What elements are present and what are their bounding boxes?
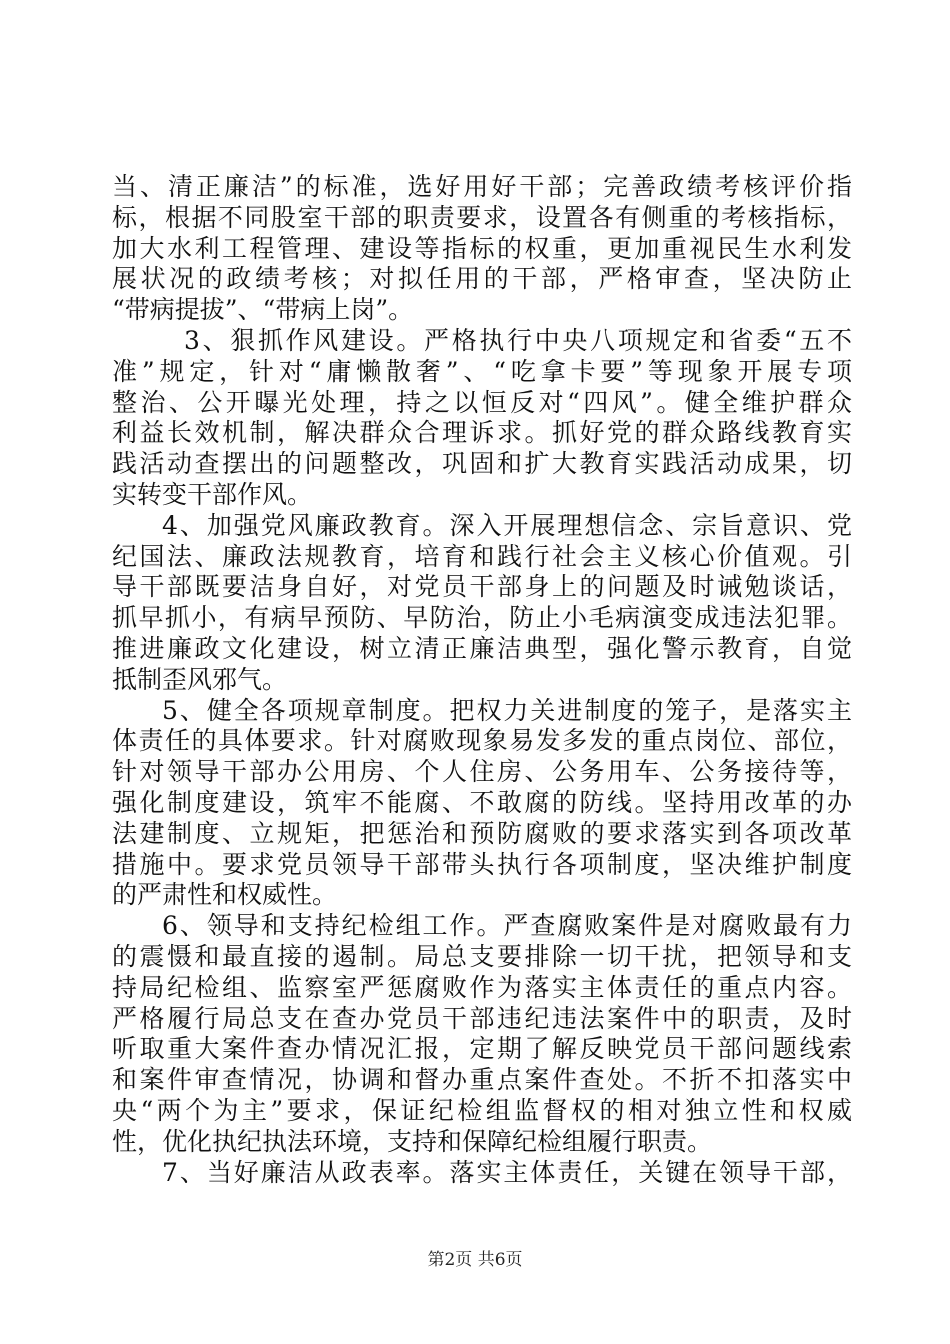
text-line: 严格履行局总支在查办党员干部违纪违法案件中的职责，及时 (112, 1003, 852, 1033)
text-line: 导干部既要洁身自好，对党员干部身上的问题及时诫勉谈话， (112, 572, 852, 602)
text-line: 的震慑和最直接的遏制。局总支要排除一切干扰，把领导和支 (112, 941, 852, 971)
text-line: 持局纪检组、监察室严惩腐败作为落实主体责任的重点内容。 (112, 972, 852, 1002)
text-line: 4、加强党风廉政教育。深入开展理想信念、宗旨意识、党 (162, 510, 852, 540)
text-line: 针对领导干部办公用房、个人住房、公务用车、公务接待等， (112, 757, 852, 787)
text-line: 和案件审查情况，协调和督办重点案件查处。不折不扣落实中 (112, 1065, 852, 1095)
text-line: 体责任的具体要求。针对腐败现象易发多发的重点岗位、部位， (112, 726, 852, 756)
text-line: 纪国法、廉政法规教育，培育和践行社会主义核心价值观。引 (112, 541, 852, 571)
text-line: 标，根据不同股室干部的职责要求，设置各有侧重的考核指标， (112, 202, 852, 232)
text-line: 践活动查摆出的问题整改，巩固和扩大教育实践活动成果，切 (112, 449, 852, 479)
page-footer: 第2页 共6页 (427, 1250, 523, 1270)
text-line: 性，优化执纪执法环境，支持和保障纪检组履行职责。 (112, 1126, 713, 1156)
text-line: 抵制歪风邪气。 (112, 664, 288, 694)
text-line: 实转变干部作风。 (112, 479, 313, 509)
text-line: 法建制度、立规矩，把惩治和预防腐败的要求落实到各项改革 (112, 818, 852, 848)
document-body (112, 172, 852, 1188)
text-line: 强化制度建设，筑牢不能腐、不敢腐的防线。坚持用改革的办 (112, 787, 852, 817)
text-line: 推进廉政文化建设，树立清正廉洁典型，强化警示教育，自觉 (112, 633, 852, 663)
text-line: 利益长效机制，解决群众合理诉求。抓好党的群众路线教育实 (112, 418, 852, 448)
text-line: 加大水利工程管理、建设等指标的权重，更加重视民生水利发 (112, 233, 852, 263)
text-line: 的严肃性和权威性。 (112, 880, 338, 910)
text-line: 当、清正廉洁”的标准，选好用好干部；完善政绩考核评价指 (112, 172, 852, 201)
text-line: “带病提拔”、“带病上岗”。 (112, 295, 414, 325)
text-line: 5、健全各项规章制度。把权力关进制度的笼子，是落实主 (162, 695, 852, 725)
text-line: 3、狠抓作风建设。严格执行中央八项规定和省委“五不 (184, 325, 852, 355)
text-line: 整治、公开曝光处理，持之以恒反对“四风”。健全维护群众 (112, 387, 852, 417)
text-line: 抓早抓小，有病早预防、早防治，防止小毛病演变成违法犯罪。 (112, 603, 852, 633)
text-line: 措施中。要求党员领导干部带头执行各项制度，坚决维护制度 (112, 849, 852, 879)
text-line: 展状况的政绩考核；对拟任用的干部，严格审查，坚决防止 (112, 264, 852, 294)
text-line: 7、当好廉洁从政表率。落实主体责任，关键在领导干部， (162, 1157, 852, 1187)
text-line: 央“两个为主”要求，保证纪检组监督权的相对独立性和权威 (112, 1095, 852, 1125)
text-line: 听取重大案件查办情况汇报，定期了解反映党员干部问题线索 (112, 1034, 852, 1064)
text-line: 准”规定，针对“庸懒散奢”、“吃拿卡要”等现象开展专项 (112, 356, 852, 386)
text-line: 6、领导和支持纪检组工作。严查腐败案件是对腐败最有力 (162, 911, 852, 941)
